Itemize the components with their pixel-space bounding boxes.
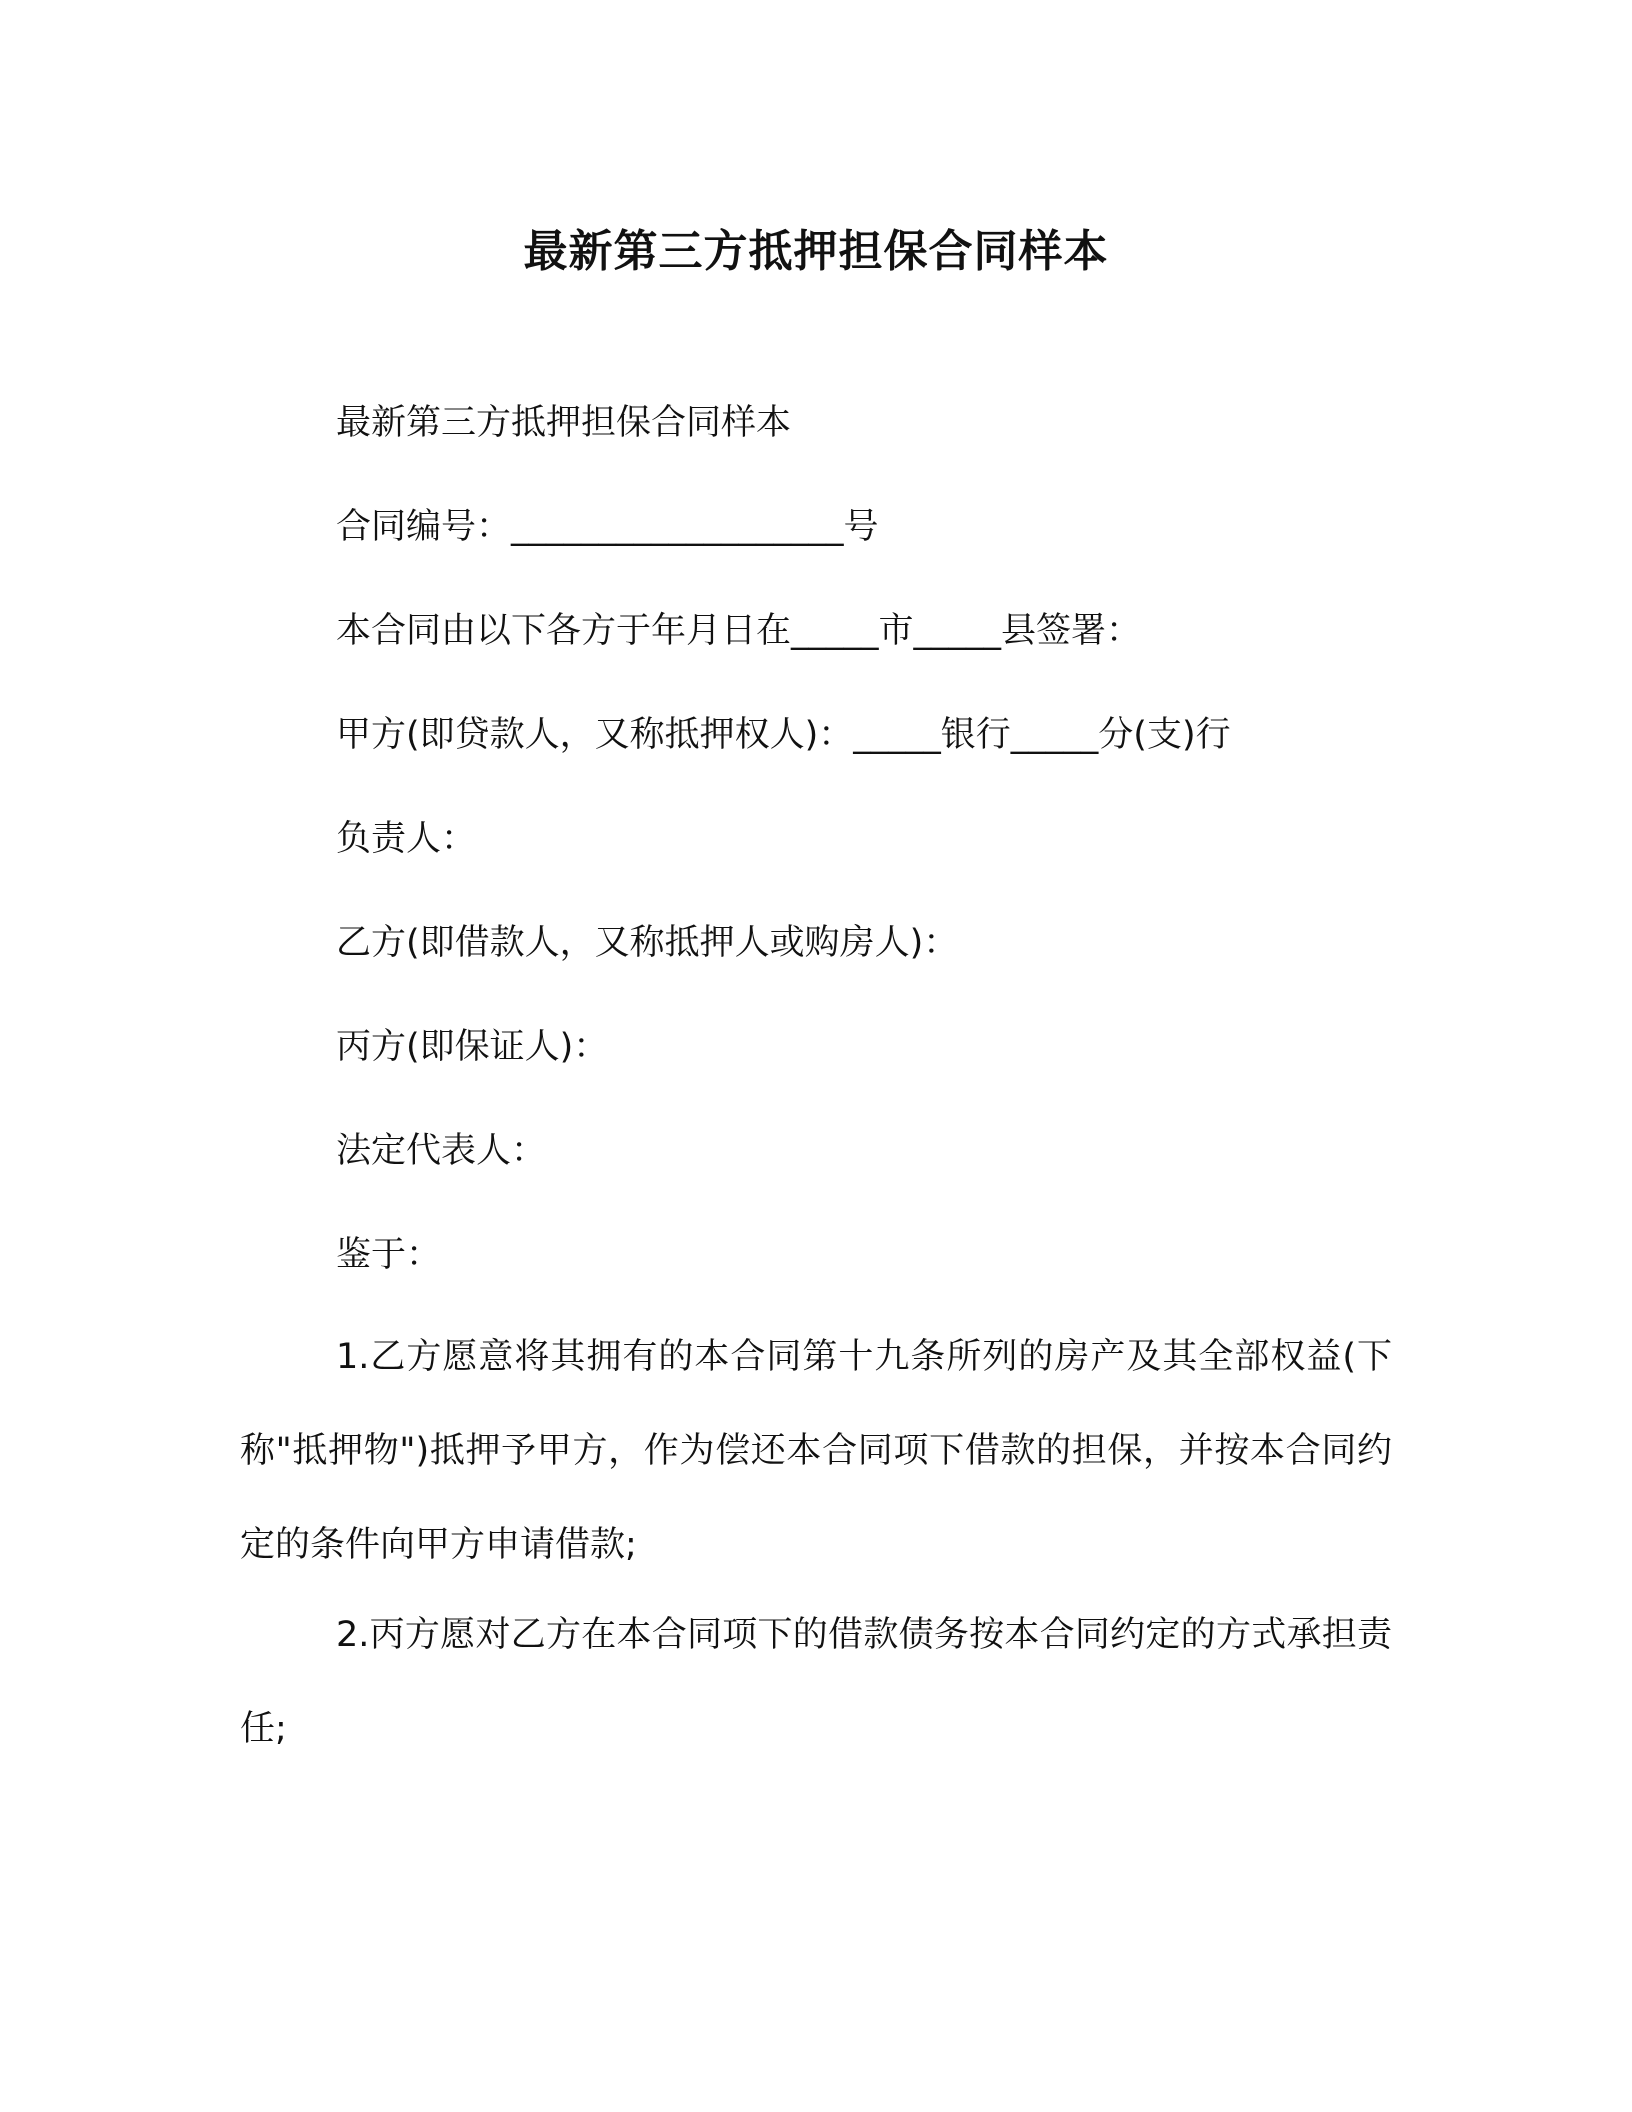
legal-representative-line: 法定代表人：: [336, 1131, 547, 1171]
document-title: 最新第三方抵押担保合同样本: [523, 226, 1109, 277]
signing-place-line: 本合同由以下各方于年月日在_____市_____县签署：: [336, 611, 1142, 651]
person-in-charge-line: 负责人：: [336, 819, 477, 859]
contract-number-line: 合同编号：___________________号: [336, 507, 879, 547]
party-b-line: 乙方(即借款人，又称抵押人或购房人)：: [336, 923, 959, 963]
clause-2-paragraph: 2.丙方愿对乙方在本合同项下的借款债务按本合同约定的方式承担责任;: [240, 1615, 1392, 1749]
subtitle-line: 最新第三方抵押担保合同样本: [336, 403, 792, 443]
party-a-line: 甲方(即贷款人，又称抵押权人)：_____银行_____分(支)行: [336, 715, 1231, 755]
clause-1-paragraph: 1.乙方愿意将其拥有的本合同第十九条所列的房产及其全部权益(下称"抵押物")抵押予甲方，作为偿还本合同项下借款的担保，并按本合同约定的条件向甲方申请借款;: [240, 1337, 1392, 1565]
whereas-line: 鉴于：: [336, 1235, 442, 1275]
party-c-line: 丙方(即保证人)：: [336, 1027, 609, 1067]
